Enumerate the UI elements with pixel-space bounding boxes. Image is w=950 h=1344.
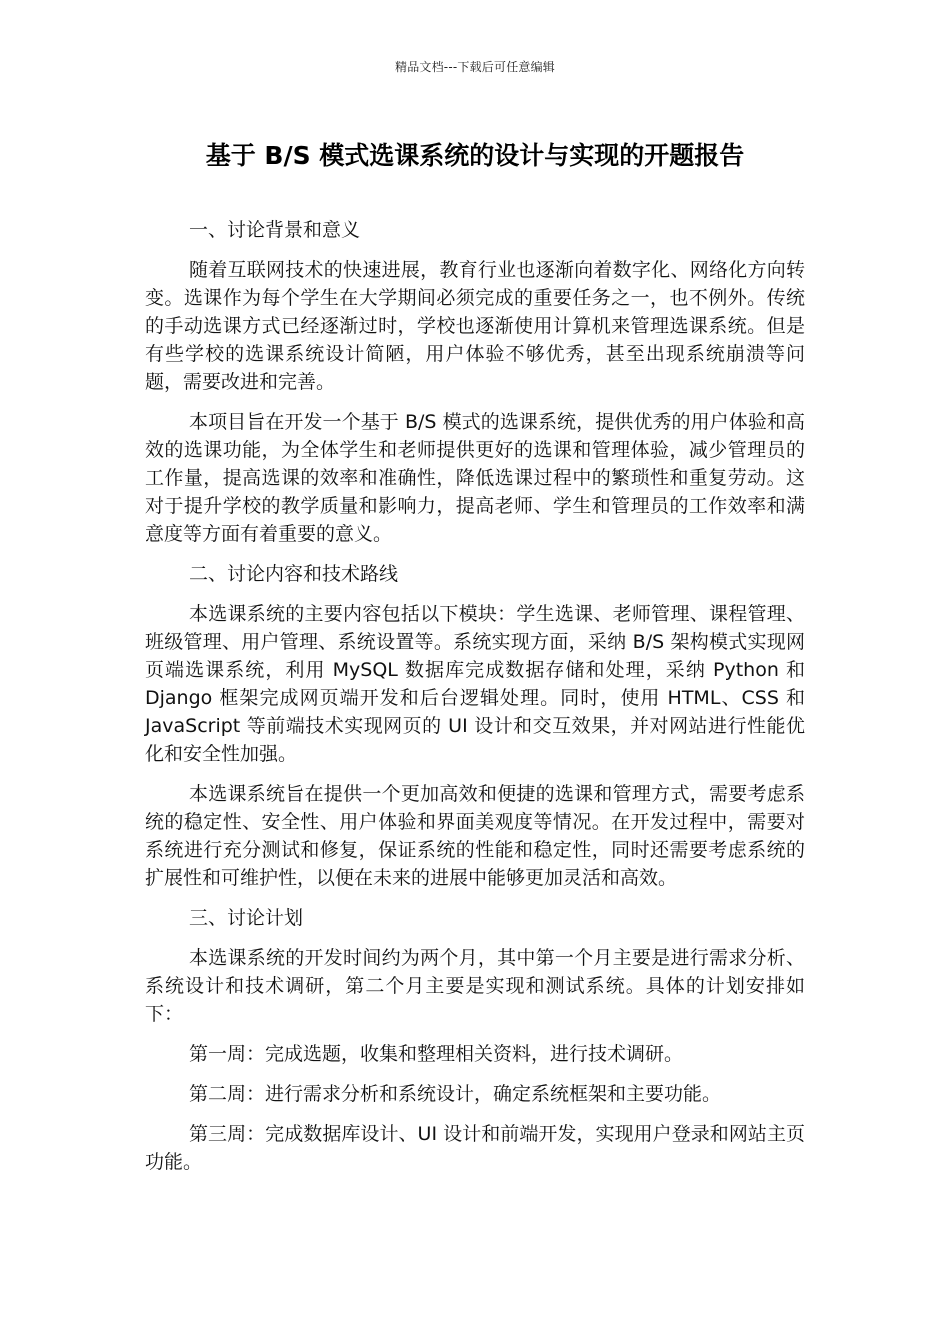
document-body [145,216,805,1188]
document-title: 基于 B/S 模式选课系统的设计与实现的开题报告 [205,141,745,170]
paragraph-background-1: 随着互联网技术的快速进展，教育行业也逐渐向着数字化、网络化方向转变。选课作为每个学生在大学期间必须完成的重要任务之一，也不例外。传统的手动选课方式已经逐渐过时，学校也逐渐使用计算机来管理选课系统。但是有些学校的选课系统设计简陋，用户体验不够优秀，甚至出现系统崩溃等问题，需要改进和完善。 [145,259,805,393]
page-header-note: 精品文档---下载后可任意编辑 [395,60,555,74]
section-heading-background: 一、讨论背景和意义 [189,219,361,241]
section-heading-plan: 三、讨论计划 [189,907,304,929]
section-heading-content: 二、讨论内容和技术路线 [189,563,399,585]
paragraph-plan-week-2: 第二周：进行需求分析和系统设计，确定系统框架和主要功能。 [189,1083,722,1105]
paragraph-background-2: 本项目旨在开发一个基于 B/S 模式的选课系统，提供优秀的用户体验和高效的选课功能，为全体学生和老师提供更好的选课和管理体验，减少管理员的工作量，提高选课的效率和准确性，降低选课过程中的繁琐性和重复劳动。这对于提升学校的教学质量和影响力，提高老师、学生和管理员的工作效率和满意度等方面有着重要的意义。 [145,411,805,545]
paragraph-content-1: 本选课系统的主要内容包括以下模块：学生选课、老师管理、课程管理、班级管理、用户管理、系统设置等。系统实现方面，采纳 B/S 架构模式实现网页端选课系统，利用 MySQL 数据库完成数据存储和处理，采纳 Python 和 Django 框架完成网页端开发和后台逻辑处理。同时，使用 HTML、CSS 和 JavaScript 等前端技术实现网页的 UI 设计和交互效果，并对网站进行性能优化和安全性加强。 [145,603,805,765]
paragraph-plan-week-3: 第三周：完成数据库设计、UI 设计和前端开发，实现用户登录和网站主页功能。 [145,1123,805,1173]
paragraph-plan-week-1: 第一周：完成选题，收集和整理相关资料，进行技术调研。 [189,1043,684,1065]
paragraph-plan-intro: 本选课系统的开发时间约为两个月，其中第一个月主要是进行需求分析、系统设计和技术调研，第二个月主要是实现和测试系统。具体的计划安排如下： [145,947,805,1025]
paragraph-content-2: 本选课系统旨在提供一个更加高效和便捷的选课和管理方式，需要考虑系统的稳定性、安全性、用户体验和界面美观度等情况。在开发过程中，需要对系统进行充分测试和修复，保证系统的性能和稳定性，同时还需要考虑系统的扩展性和可维护性，以便在未来的进展中能够更加灵活和高效。 [145,783,805,889]
